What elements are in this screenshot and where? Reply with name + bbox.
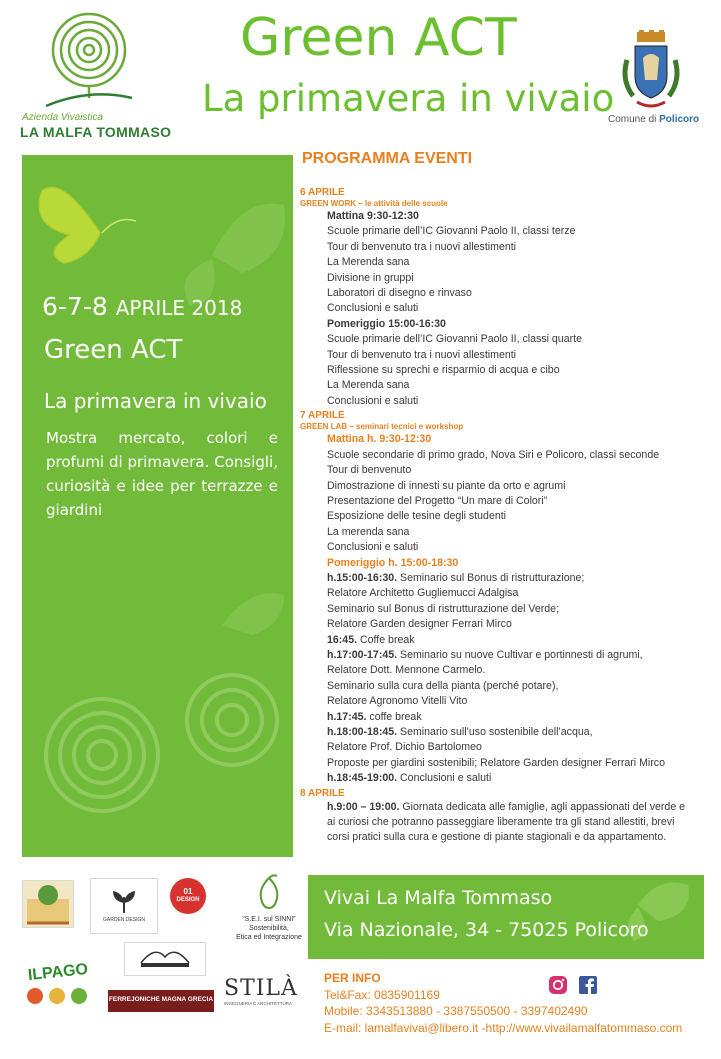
program-item: Tour di benvenuto tra i nuovi allestimenti: [327, 348, 517, 361]
panel-title-act: ACT: [131, 335, 183, 365]
day3-description: [300, 800, 712, 815]
program-item: Tour di benvenuto: [327, 464, 412, 477]
panel-description: Mostra mercato, colori e profumi di primavera. Consigli, curiosità e idee per terrazze e giardini: [46, 429, 278, 519]
program-title: PROGRAMMA EVENTI: [302, 150, 473, 167]
food-sponsor-icon: [23, 982, 93, 1008]
program-item-time: h.17:00-17:45.: [327, 648, 398, 661]
day3-time: h.9:00 – 19:00.: [327, 800, 400, 813]
program-item-time: 16:45.: [327, 633, 358, 646]
garden-design-label: GARDEN DESIGN: [103, 917, 145, 923]
program-item-text: Seminario sull’uso sostenibile dell’acqua,: [397, 726, 593, 738]
info-title: PER INFO: [324, 971, 381, 985]
program-item-text: Proposte per giardini sostenibili; Relatore Garden designer Ferrari Mirco: [327, 756, 665, 769]
program-item: [300, 740, 712, 755]
program-item-time: h.18:45-19:00.: [327, 772, 398, 785]
program-item: [300, 602, 712, 617]
program-item: Divisione in gruppi: [327, 271, 414, 284]
program-item: [300, 648, 712, 663]
program-schedule: [300, 186, 712, 846]
leaf-sponsor-icon: [109, 887, 139, 915]
crest-caption-pre: Comune di: [608, 114, 660, 125]
session-time: Mattina h. 9:30-12:30: [327, 433, 432, 446]
program-item-text: Seminario sul Bonus di ristrutturazione del Verde;: [327, 602, 560, 615]
page-title: Green ACT: [240, 8, 517, 68]
program-item: [300, 679, 712, 694]
program-item-text: coffe break: [366, 710, 422, 723]
program-item-text: Conclusioni e saluti: [397, 772, 492, 785]
program-item: Presentazione del Progetto “Un mare di Colori”: [327, 494, 548, 507]
program-item: [300, 756, 712, 771]
ferrejoniche-logo: FERREJONICHE MAGNA GRECIA: [108, 990, 214, 1012]
event-dates: [42, 292, 242, 321]
instagram-icon[interactable]: [548, 975, 568, 995]
spiral-tree-icon: [44, 10, 134, 110]
o1-design-logo: [170, 878, 206, 914]
panel-title-green: Green: [44, 335, 123, 365]
program-item: [300, 771, 712, 786]
ilpago-label: ILPAGO: [27, 960, 89, 985]
contact-info: [324, 970, 682, 1036]
program-item: Laboratori di disegno e rinvaso: [327, 287, 472, 300]
session-time: Pomeriggio 15:00-16:30: [327, 317, 446, 330]
section-heading: GREEN LAB – seminari tecnici e workshop: [300, 422, 464, 432]
program-item-text: Relatore Architetto Gugliemucci Adalgisa: [327, 587, 519, 600]
program-item: [300, 586, 712, 601]
nursery-logo: [14, 10, 172, 140]
day-heading: 7 APRILE: [300, 410, 345, 422]
program-item-text: Coffe break: [357, 633, 415, 646]
program-item: [300, 710, 712, 725]
phone-fax: Tel&Fax: 0835901169: [324, 987, 440, 1002]
nursery-address: Via Nazionale, 34 - 75025 Policoro: [324, 919, 649, 941]
social-icons: [548, 975, 598, 1000]
program-item: La merenda sana: [327, 525, 410, 538]
crest-caption: [608, 114, 699, 125]
facebook-icon[interactable]: [578, 975, 598, 995]
sei-line: Sostenibilità,: [249, 925, 289, 932]
dates-days: 6-7-8: [42, 292, 108, 321]
program-item-text: Relatore Garden designer Ferrari Mirco: [327, 618, 512, 631]
program-item-text: Relatore Agronomo Vitelli Vito: [327, 695, 468, 708]
program-item-text: Relatore Prof. Dichio Bartolomeo: [327, 741, 482, 754]
stila-label: STILÀ: [224, 976, 298, 1001]
sponsor-logo: [124, 942, 206, 976]
sponsor-logos: [18, 868, 308, 1018]
ilpago-logo: [18, 960, 98, 1018]
program-item-text: Seminario sul Bonus di ristrutturazione;: [397, 571, 585, 584]
program-item: Tour di benvenuto tra i nuovi allestimenti: [327, 240, 517, 253]
day3-line: corsi pratici sulla cura e gestione di piante stagionali e da appartamento.: [327, 831, 667, 844]
program-item-time: h.15:00-16:30.: [327, 571, 398, 584]
program-item: La Merenda sana: [327, 379, 410, 392]
sei-title: “S.E.I. sul SINNI”: [242, 916, 296, 923]
tree-sponsor-icon: [23, 881, 73, 927]
program-item: Scuole primarie dell’IC Giovanni Paolo II, classi terze: [327, 225, 576, 238]
program-item-text: Seminario sulla cura della pianta (perché potare),: [327, 679, 559, 692]
sei-line: Etica ed Integrazione: [236, 934, 302, 941]
address-banner: [308, 875, 704, 959]
program-item: Riflessione su sprechi e risparmio di acqua e cibo: [327, 364, 560, 377]
program-item: Scuole primarie dell’IC Giovanni Paolo II, classi quarte: [327, 333, 582, 346]
session-time: Pomeriggio h. 15:00-18:30: [327, 556, 459, 569]
sei-sinni-logo: [224, 872, 314, 944]
email-website: E-mail: lamalfavivai@libero.it -http://www.vivailamalfatommaso.com: [324, 1020, 683, 1035]
program-item-time: h.17:45.: [327, 710, 367, 723]
section-heading: GREEN WORK – le attività delle scuole: [300, 199, 448, 208]
program-item-text: Seminario su nuove Cultivar e portinnesti di agrumi,: [397, 648, 643, 661]
program-item: Dimostrazione di innesti su piante da orto e agrumi: [327, 479, 566, 492]
program-item: [300, 725, 712, 740]
o1-design-label: DESIGN: [176, 897, 200, 903]
nursery-name: Vivai La Malfa Tommaso: [324, 887, 553, 909]
day3-line: ai curiosi che potranno passeggiare liberamente tra gli stand allestiti, brevi: [327, 816, 675, 829]
logo-name: LA MALFA TOMMASO: [20, 124, 172, 140]
program-item: La Merenda sana: [327, 256, 410, 269]
town-crest-icon: [621, 30, 681, 110]
crest-caption-town: Policoro: [659, 114, 700, 125]
panel-subtitle: La primavera in vivaio: [44, 389, 267, 413]
program-item: [300, 663, 712, 678]
stila-logo: [224, 976, 310, 1016]
program-item: [300, 617, 712, 632]
panel-title: [44, 335, 182, 365]
vivai-sponsor-logo: [22, 880, 74, 928]
program-item: Conclusioni e saluti: [327, 541, 419, 554]
session-time: Mattina 9:30-12:30: [327, 210, 419, 222]
o1-label: 01: [183, 887, 193, 896]
mobile-numbers: Mobile: 3343513880 - 3387550500 - 3397402490: [324, 1004, 588, 1018]
program-item: Conclusioni e saluti: [327, 394, 419, 407]
logo-subtitle: Azienda Vivaistica: [22, 112, 103, 123]
program-item: [300, 694, 712, 709]
sponsor-sketch-icon: [135, 943, 195, 969]
program-item-text: Relatore Dott. Mennone Carmelo.: [327, 664, 486, 677]
stila-sub: INGEGNERIA E ARCHITETTURA: [224, 1001, 293, 1006]
pear-sponsor-icon: [249, 872, 289, 912]
program-item: [300, 633, 712, 648]
program-item: Esposizione delle tesine degli studenti: [327, 510, 507, 523]
day3-line: Giornata dedicata alle famiglie, agli appassionati del verde e: [399, 800, 686, 813]
day-heading: 6 APRILE: [300, 187, 345, 198]
dates-month-year: APRILE 2018: [115, 296, 243, 320]
program-item: Conclusioni e saluti: [327, 302, 419, 315]
page-subtitle: La primavera in vivaio: [202, 77, 615, 120]
event-panel: [22, 155, 293, 857]
program-item: Scuole secondarie di primo grado, Nova Siri e Policoro, classi seconde: [327, 448, 660, 461]
garden-design-logo: [90, 878, 158, 934]
program-item-time: h.18:00-18:45.: [327, 726, 398, 738]
program-item: [300, 571, 712, 586]
day-heading: 8 APRILE: [300, 787, 345, 799]
